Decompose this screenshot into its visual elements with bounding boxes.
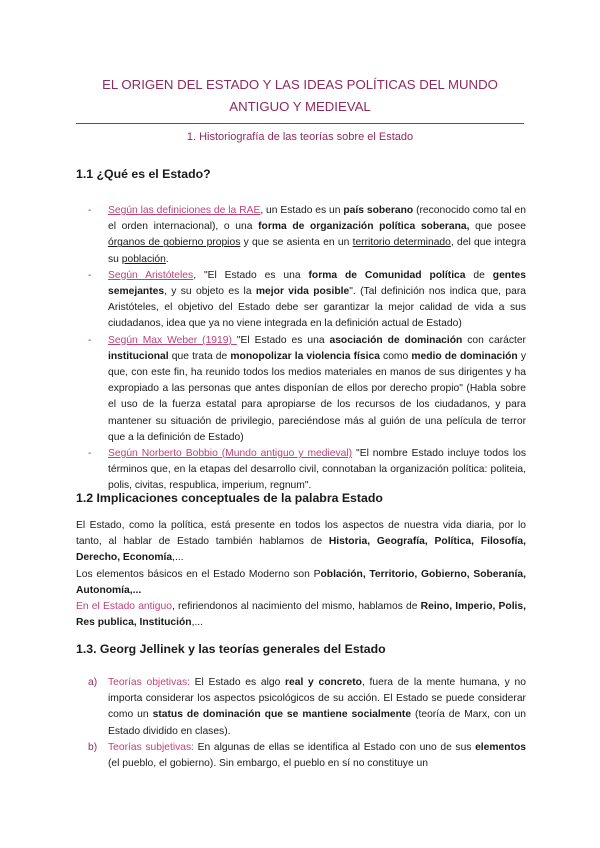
- theory-label: Teorías subjetivas:: [108, 741, 195, 753]
- list-item: b) Teorías subjetivas: En algunas de ellas se identifica al Estado con uno de sus elementos (el pueblo, el gobierno). Sin embargo, el pueblo en sí no constituye un: [88, 741, 526, 770]
- source-link[interactable]: Según Norberto Bobbio (Mundo antiguo y medieval): [108, 448, 353, 460]
- heading-1-2: 1.2 Implicaciones conceptuales de la palabra Estado: [76, 491, 383, 505]
- source-link[interactable]: Según Max Weber (1919): [108, 334, 237, 346]
- list-item: - Según Max Weber (1919) "El Estado es una asociación de dominación con carácter institucional que trata de monopolizar la violencia física como medio de dominación y que, con este fin, ha reunido todos los medios materiales en manos de sus dirigentes y ha expropiado a las personas que antes disponían de ellos por derecho propio" (Habla sobre el uso de la fuerza estatal para apropiarse de los recursos de los ciudadanos, y para mantener su situación de privilegio, pareciéndose más al guión de una película de terror que a la definición de Estado): [88, 334, 527, 443]
- list-item: - Según Aristóteles, "El Estado es una forma de Comunidad política de gentes semejantes, y su objeto es la mejor vida posible". (Tal definición nos indica que, para Aristóteles, el objetivo del Estado debe ser garantizar la mejor calidad de vida a sus ciudadanos, idea que ya no viene integrada en la definición actual de Estado): [88, 269, 526, 330]
- source-link[interactable]: Según Aristóteles: [108, 269, 194, 281]
- list-item: - Según Norberto Bobbio (Mundo antiguo y medieval) "El nombre Estado incluye todos los términos que, en la etapas del desarrollo civil, connotaban la organización política: politeia, polis, civitas, respublica, imperium, regnum".: [88, 448, 526, 492]
- list-item: - Según las definiciones de la RAE, un Estado es un país soberano (reconocido como tal en el orden internacional), o una forma de organización política soberana, que posee órganos de gobierno propios y que se asienta en un territorio determinado, del que integra su población.: [88, 205, 526, 265]
- theories-list: [88, 675, 526, 772]
- title-line-1: EL ORIGEN DEL ESTADO Y LAS IDEAS POLÍTICAS DEL MUNDO: [102, 77, 498, 92]
- document-title: [70, 74, 530, 118]
- source-link[interactable]: Según las definiciones de la RAE: [108, 205, 261, 216]
- list-item: a) Teorías objetivas: El Estado es algo real y concreto, fuera de la mente humana, y no importa considerar los aspectos psicológicos de su acción. El Estado se puede considerar como un status de dominación que se mantiene socialmente (teoría de Marx, con un Estado dividido en clases).: [88, 677, 526, 737]
- title-divider: [76, 123, 524, 124]
- section-1-2-body: El Estado, como la política, está presente en todos los aspectos de nuestra vida diaria, por lo tanto, al hablar de Estado también hablamos de Historia, Geografía, Política, Filosofía, Derecho, Economía,... Los elementos básicos en el Estado Moderno son Población, Territorio, Gobierno, Soberanía, Autonomía,... En el Estado antiguo, refiriendonos al nacimiento del mismo, hablamos de Reino, Imperio, Polis, Res publica, Institución,...: [76, 520, 526, 629]
- definitions-list: [88, 203, 526, 495]
- heading-1-3: 1.3. Georg Jellinek y las teorías generales del Estado: [76, 642, 386, 656]
- heading-1-1: 1.1 ¿Qué es el Estado?: [76, 167, 211, 181]
- title-line-2: ANTIGUO Y MEDIEVAL: [229, 99, 371, 114]
- section-subtitle: 1. Historiografía de las teorías sobre el Estado: [186, 131, 414, 143]
- theory-label: Teorías objetivas:: [108, 677, 190, 688]
